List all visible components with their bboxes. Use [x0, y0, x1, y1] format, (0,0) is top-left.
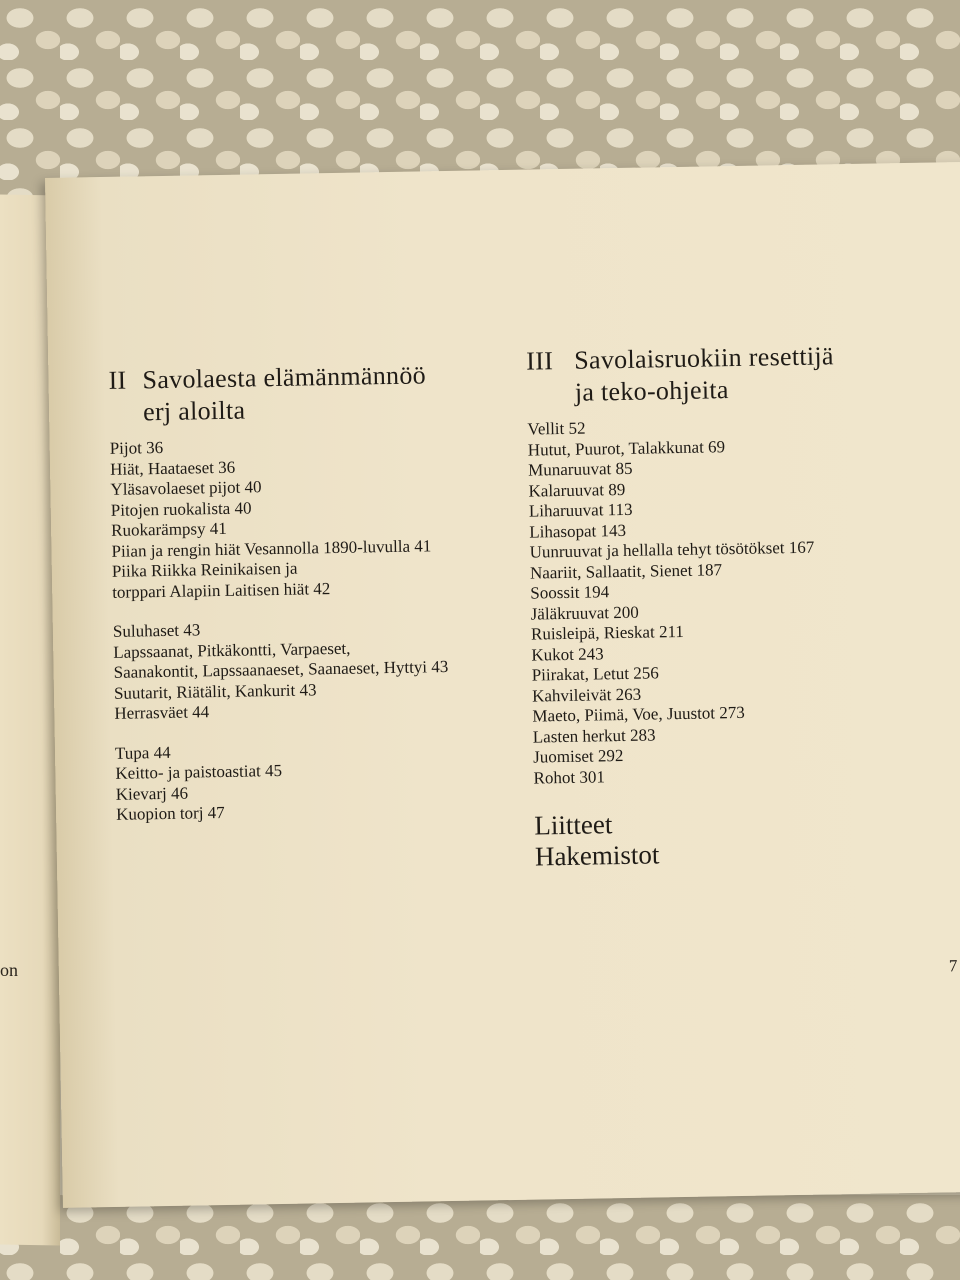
toc-entry: Suutarit, Riätälit, Kankurit 43: [113, 679, 317, 703]
toc-entry: Vellit 52: [527, 418, 586, 439]
toc-entry: Hutut, Puurot, Talakkunat 69: [527, 436, 726, 460]
carpet-background-bottom: [0, 1195, 960, 1280]
appendix-hakemistot: Hakemistot: [534, 839, 660, 872]
section-ii-heading: [108, 358, 529, 429]
section-iii: [526, 338, 960, 873]
appendix-liitteet: Liitteet: [534, 809, 613, 841]
toc-entry: Suluhaset 43: [112, 620, 201, 641]
toc-entry: Juomiset 292: [533, 745, 624, 767]
section-ii-title-line1: Savolaesta elämänmännöö: [142, 360, 427, 395]
toc-entry: Lapssaanat, Pitkäkontti, Varpaeset,: [113, 638, 351, 662]
page-number: 7: [948, 956, 958, 976]
section-iii-heading: [526, 338, 960, 410]
section-iii-numeral: III: [526, 346, 554, 376]
toc-entry: Munaruuvat 85: [528, 458, 633, 480]
toc-entry: Lihasopat 143: [529, 520, 627, 542]
book-page: [45, 162, 960, 1208]
toc-entry: Pitojen ruokalista 40: [110, 497, 252, 520]
appendix-headings: [534, 803, 960, 873]
toc-entry: Kukot 243: [531, 643, 604, 665]
toc-entry: Piian ja rengin hiät Vesannolla 1890-luvulla 41: [111, 535, 432, 561]
toc-entry: Naariit, Sallaatit, Sienet 187: [529, 559, 723, 583]
section-ii-entry-list: [110, 432, 537, 826]
toc-entry: Kievarj 46: [115, 783, 189, 804]
toc-entry: Kalaruuvat 89: [528, 479, 626, 501]
section-iii-entry-list: [527, 412, 960, 789]
toc-entry: Rohot 301: [533, 766, 606, 788]
toc-entry: Kahvileivät 263: [531, 684, 642, 706]
toc-entry: Hiät, Haataeset 36: [109, 457, 236, 479]
toc-entry: Lasten herkut 283: [532, 724, 656, 747]
toc-entry: Maeto, Piimä, Voe, Juustot 273: [532, 702, 745, 726]
toc-entry: Kuopion torj 47: [115, 802, 225, 824]
left-page-text-fragment: on: [0, 960, 18, 980]
toc-entry: Soossit 194: [530, 582, 610, 603]
toc-entry: Ruisleipä, Rieskat 211: [530, 621, 685, 644]
section-iii-title-line2: ja teko-ohjeita: [574, 375, 729, 407]
toc-entry: Uunruuvat ja hellalla tehyt tösötökset 167: [529, 537, 815, 562]
toc-entry: Keitto- ja paistoastiat 45: [115, 760, 283, 783]
toc-entry: torppari Alapiin Laitisen hiät 42: [112, 578, 331, 602]
toc-entry: Pijot 36: [109, 437, 164, 458]
toc-entry: Herrasväet 44: [114, 702, 210, 723]
toc-entry: Piirakat, Letut 256: [531, 663, 659, 685]
toc-entry: Ruokarämpsy 41: [110, 518, 227, 540]
toc-entry: Yläsavolaeset pijot 40: [110, 477, 262, 499]
section-ii-numeral: II: [108, 365, 127, 395]
toc-entry: Jäläkruuvat 200: [530, 602, 639, 624]
section-iii-title-line1: Savolaisruokiin resettijä: [574, 341, 834, 375]
toc-entry: Tupa 44: [114, 742, 171, 763]
section-ii: [108, 358, 536, 826]
toc-entry: Saanakontit, Lapssaanaeset, Saanaeset, Hyttyi 43: [113, 657, 449, 682]
toc-entry: Piika Riikka Reinikaisen ja: [111, 558, 298, 581]
section-ii-title-line2: erj aloilta: [142, 395, 246, 427]
toc-entry: Liharuuvat 113: [528, 499, 633, 521]
